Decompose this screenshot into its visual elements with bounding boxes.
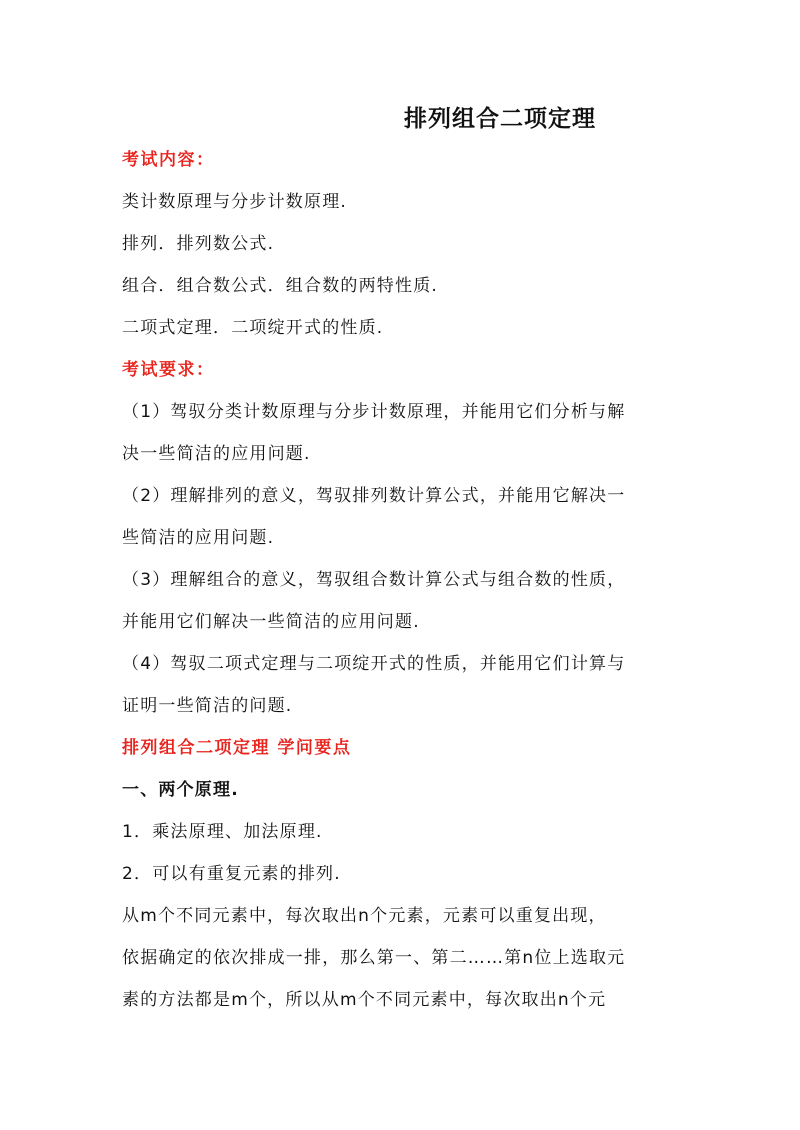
requirement-line-5: （3）理解组合的意义，驾驭组合数计算公式与组合数的性质，	[122, 570, 626, 590]
content-line-4: 二项式定理．二项绽开式的性质.	[122, 318, 384, 338]
heading-key-points: 排列组合二项定理 学问要点	[122, 738, 352, 758]
heading-exam-content: 考试内容：	[122, 150, 215, 170]
point-line-5: 素的方法都是m个，所以从m个不同元素中，每次取出n个元	[122, 990, 607, 1010]
requirement-line-2: 决一些简洁的应用问题.	[122, 444, 311, 464]
point-line-3: 从m个不同元素中，每次取出n个元素，元素可以重复出现，	[122, 906, 607, 926]
point-line-4: 依据确定的依次排成一排，那么第一、第二……第n位上选取元	[122, 948, 626, 968]
requirement-line-3: （2）理解排列的意义，驾驭排列数计算公式，并能用它解决一	[122, 486, 626, 506]
requirement-line-8: 证明一些简洁的问题.	[122, 696, 293, 716]
requirement-line-1: （1）驾驭分类计数原理与分步计数原理，并能用它们分析与解	[122, 402, 626, 422]
requirement-line-4: 些简洁的应用问题.	[122, 528, 275, 548]
section-one-heading: 一、两个原理.	[122, 780, 239, 800]
content-line-2: 排列．排列数公式.	[122, 234, 275, 254]
point-line-2: 2．可以有重复元素的排列.	[122, 864, 341, 884]
requirement-line-6: 并能用它们解决一些简洁的应用问题.	[122, 612, 420, 632]
document-title: 排列组合二项定理	[404, 106, 596, 132]
requirement-line-7: （4）驾驭二项式定理与二项绽开式的性质，并能用它们计算与	[122, 654, 626, 674]
heading-exam-requirements: 考试要求：	[122, 360, 215, 380]
content-line-3: 组合．组合数公式．组合数的两特性质.	[122, 276, 439, 296]
point-line-1: 1．乘法原理、加法原理.	[122, 822, 323, 842]
content-line-1: 类计数原理与分步计数原理.	[122, 192, 348, 212]
